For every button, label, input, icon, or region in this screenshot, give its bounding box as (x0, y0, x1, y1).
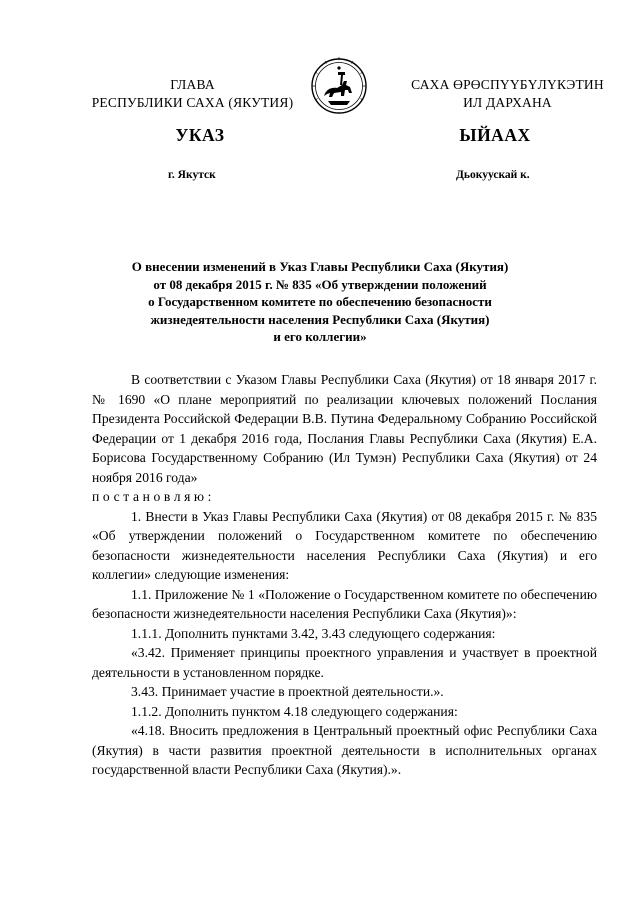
issuer-ru-line1: ГЛАВА (170, 77, 215, 92)
paragraph-1: 1. Внести в Указ Главы Республики Саха (Якутия) от 08 декабря 2015 г. № 835 «Об утверждении положений о Государственном комитете по обеспечению безопасности жизнедеятельности населения Республики Саха (Якутия) и его коллегии» следующие изменения: (92, 508, 597, 582)
issuer-sah-line2: ИЛ ДАРХАНА (463, 95, 552, 110)
paragraph-3-42: «3.42. Применяет принципы проектного управления и участвует в проектной деятельности в установленном порядке. (92, 645, 597, 680)
issuer-ru-line2: РЕСПУБЛИКИ САХА (ЯКУТИЯ) (91, 95, 294, 110)
decree-title (85, 258, 555, 346)
doc-type-sah: ЫЙААХ (459, 125, 531, 145)
title-line: о Государственном комитете по обеспечению безопасности (148, 294, 492, 309)
paragraph-3-43: 3.43. Принимает участие в проектной деятельности.». (131, 684, 444, 699)
paragraph-1-1-2: 1.1.2. Дополнить пунктом 4.18 следующего содержания: (131, 703, 458, 719)
issuer-sah-line1: САХА ӨРӨСПҮҮБҮЛҮКЭТИН (411, 77, 604, 92)
city-ru: г. Якутск (168, 169, 216, 181)
title-line: жизнедеятельности населения Республики Саха (Якутия) (150, 311, 490, 327)
issuer-sah (395, 76, 620, 112)
coat-of-arms-icon (310, 56, 368, 118)
title-line: и его коллегии» (273, 329, 367, 344)
decree-word (92, 487, 597, 507)
decree-body (92, 370, 597, 780)
paragraph-4-18: «4.18. Вносить предложения в Центральный проектный офис Республики Саха (Якутия) в части развития проектной деятельности в исполнительных органах государственной власти Республики Саха (Якутия).». (92, 723, 597, 777)
decree-word-text: постановляю: (92, 489, 216, 504)
issuer-ru (70, 76, 315, 112)
city-sah: Дьокуускай к. (456, 169, 530, 181)
doc-type-ru: УКАЗ (175, 125, 225, 145)
paragraph-1-1: 1.1. Приложение № 1 «Положение о Государственном комитете по обеспечению безопасности жизнедеятельности населения Республики Саха (Якутия)»: (92, 586, 597, 621)
preamble-paragraph: В соответствии с Указом Главы Республики Саха (Якутия) от 18 января 2017 г. № 1690 «О плане мероприятий по реализации ключевых положений Послания Президента Российской Федерации В.В. Путина Федеральному Собранию Российской Федерации от 1 декабря 2016 года, Послания Главы Республики Саха (Якутия) Е.А. Борисова Государственному Собранию (Ил Тумэн) Республики Саха (Якутия) от 24 ноября 2016 года» (92, 372, 597, 485)
title-line: от 08 декабря 2015 г. № 835 «Об утверждении положений (153, 276, 487, 292)
title-line: О внесении изменений в Указ Главы Республики Саха (Якутия) (131, 259, 509, 274)
paragraph-1-1-1: 1.1.1. Дополнить пунктами 3.42, 3.43 следующего содержания: (131, 625, 496, 641)
